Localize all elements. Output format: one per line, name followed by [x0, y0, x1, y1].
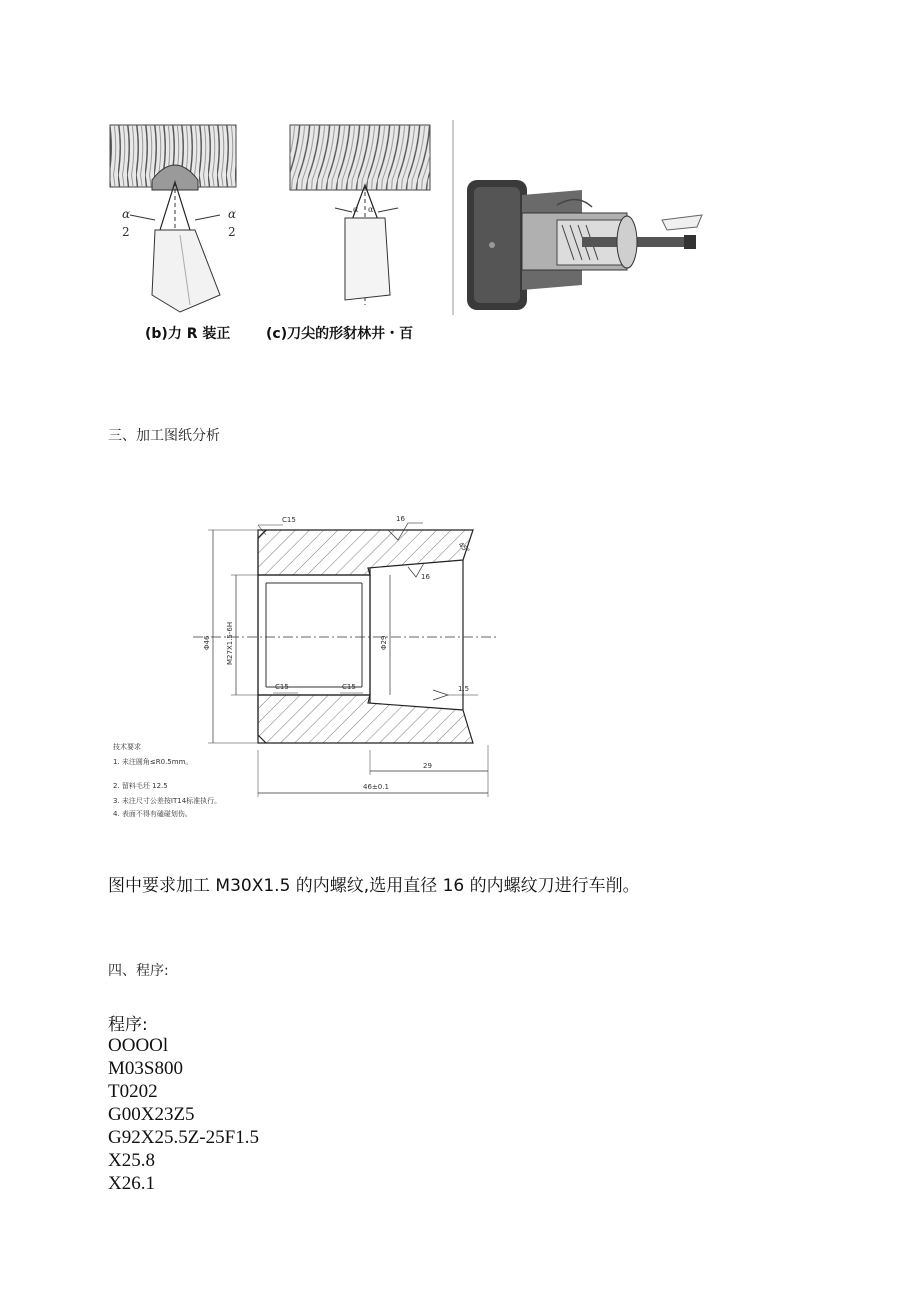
- tech-notes-title: 技术要求: [113, 743, 141, 751]
- two-left-label: 2: [122, 225, 130, 239]
- alpha-center-label-2: α: [368, 205, 374, 214]
- caption-c: (c)刀尖的形豺林井・百: [266, 326, 414, 342]
- program-title: 程序:: [108, 1015, 148, 1035]
- internal-threading-photo: [462, 165, 712, 315]
- program-line-5: G92X25.5Z-25F1.5: [108, 1127, 259, 1148]
- program-line-2: M03S800: [108, 1058, 183, 1079]
- chamfer-top-label: C15: [282, 516, 296, 524]
- thread-tool-figure-b: [100, 120, 250, 315]
- two-right-label: 2: [228, 225, 236, 239]
- program-line-6: X25.8: [108, 1150, 155, 1171]
- alpha-right-label: α: [228, 207, 237, 221]
- roughness-top-label: 16: [396, 515, 405, 523]
- drawing-description: 图中要求加工 M30X1.5 的内螺纹,选用直径 16 的内螺纹刀进行车削。: [108, 876, 640, 896]
- program-line-3: T0202: [108, 1081, 158, 1102]
- chamfer-left-label: C15: [275, 683, 289, 691]
- dim-bore-diameter: Φ29: [380, 635, 388, 650]
- thread-tool-figure-c: [280, 120, 450, 315]
- tech-note-4: 4. 表面不得有磕碰划伤。: [113, 810, 192, 818]
- section4-heading: 四、程序:: [108, 963, 169, 979]
- roughness-bottom-label: 1.5: [458, 685, 470, 693]
- roughness-mid-label: 16: [421, 573, 430, 581]
- tech-note-2: 2. 留料毛坯 12.5: [113, 782, 168, 790]
- chamfer-right-label: C15: [342, 683, 356, 691]
- alpha-left-label: α: [122, 207, 131, 221]
- dim-thread-spec: M27X1.5-6H: [226, 621, 234, 665]
- dim-outer-diameter: Φ46: [203, 635, 211, 650]
- program-line-7: X26.1: [108, 1173, 155, 1194]
- section3-heading: 三、加工图纸分析: [108, 428, 220, 444]
- tech-note-1: 1. 未注圆角≤R0.5mm。: [113, 758, 193, 766]
- tech-note-3: 3. 未注尺寸公差按IT14标准执行。: [113, 797, 222, 805]
- caption-b: (b)力 R 装正: [145, 326, 231, 342]
- corner-chamfer-label: 45°: [456, 540, 472, 556]
- program-line-4: G00X23Z5: [108, 1104, 195, 1125]
- dim-length-partial: 29: [423, 762, 432, 770]
- program-line-1: OOOOl: [108, 1035, 169, 1056]
- part-drawing: [108, 505, 508, 825]
- dim-length-total: 46±0.1: [363, 783, 389, 791]
- alpha-center-label: α: [353, 205, 359, 214]
